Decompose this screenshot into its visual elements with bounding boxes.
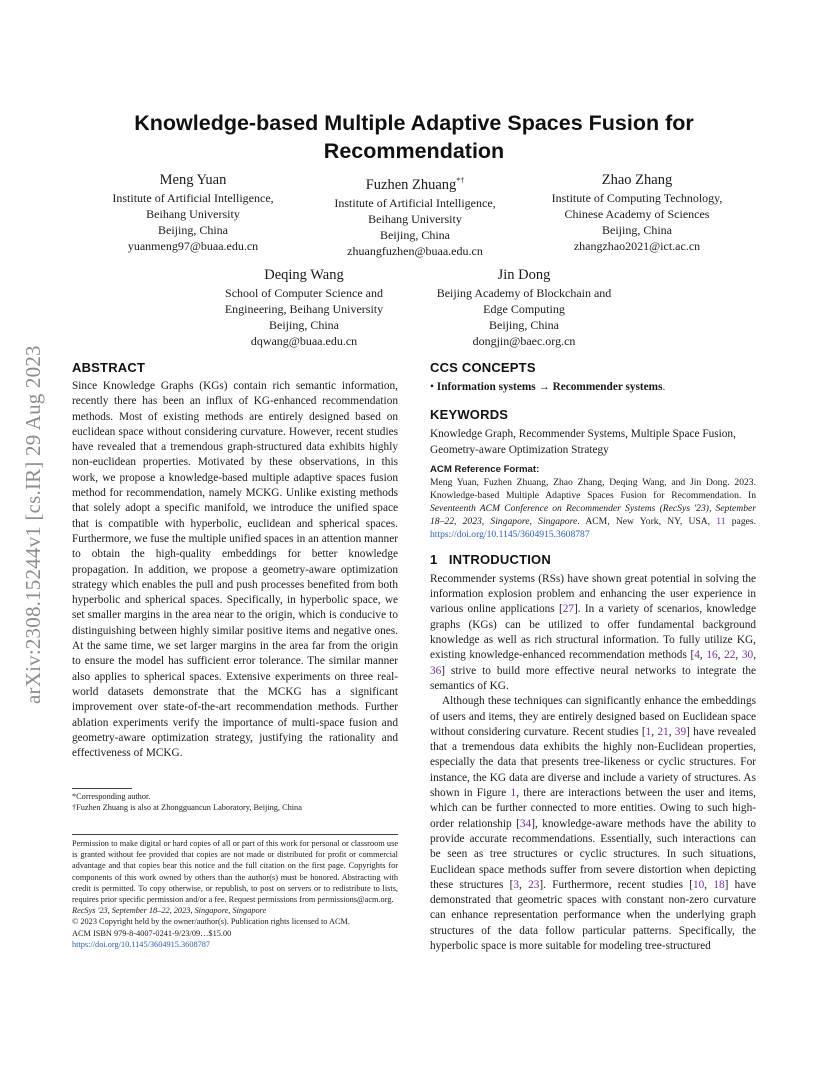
text-run: ,: [651, 725, 658, 738]
author-location: Beijing, China: [158, 223, 228, 237]
text-run: ] strive to build more effective neural networks to integrate the semantics of KG.: [430, 664, 756, 692]
permission-block: [72, 838, 398, 950]
acm-ref-pages: 11: [716, 515, 726, 527]
citation-link[interactable]: 1: [510, 787, 517, 800]
citation-link[interactable]: 27: [562, 603, 575, 616]
text-run: ,: [753, 649, 757, 662]
citation-link[interactable]: 22: [724, 649, 736, 662]
abstract-heading: ABSTRACT: [72, 360, 146, 375]
author-affiliation: School of Computer Science and: [225, 286, 383, 300]
right-column: [430, 360, 756, 954]
citation-link[interactable]: 23: [528, 878, 540, 891]
author-location: Beijing, China: [269, 318, 339, 332]
citation-link[interactable]: 1: [645, 725, 652, 738]
author-block: [82, 171, 304, 254]
author-name: Deqing Wang: [264, 267, 344, 283]
author-affiliation: Institute of Artificial Intelligence,: [334, 195, 496, 210]
citation-link[interactable]: 16: [706, 649, 718, 662]
permission-copyright: © 2023 Copyright held by the owner/author(s). Publication rights licensed to ACM.: [72, 917, 350, 927]
ccs-text: [430, 380, 756, 395]
footnote-dagger: †Fuzhen Zhuang is also at Zhongguancun Laboratory, Beijing, China: [72, 803, 302, 812]
paper-title: Knowledge-based Multiple Adaptive Spaces Fusion for Recommendation: [134, 111, 694, 163]
text-run: ,: [668, 725, 675, 738]
text-run: , there are interactions between the user and items, which can be further connected to more entities. Owing to such high-order relationship [: [430, 787, 756, 830]
ccs-heading: CCS CONCEPTS: [430, 360, 536, 375]
author-affiliation: Institute of Artificial Intelligence,: [112, 191, 274, 205]
author-affiliation: Beijing Academy of Blockchain and: [436, 286, 612, 300]
author-location: Beijing, China: [380, 227, 450, 242]
acm-ref-text: Meng Yuan, Fuzhen Zhuang, Zhao Zhang, Deqing Wang, and Jin Dong. 2023. Knowledge-based Multiple Adaptive Spaces Fusion for Recommendation. In Seventeenth ACM Conference on Recommender Systems (RecSys '23), September 18–22, 2023, Singapore, Singapore. ACM, New York, NY, USA, 11 pages. https://doi.org/10.1145/3604915.3608787: [430, 476, 757, 540]
text-run: ,: [704, 878, 714, 891]
citation-link[interactable]: 10: [692, 878, 705, 891]
author-affiliation: Beihang University: [146, 207, 240, 221]
intro-paragraph-1: [430, 572, 756, 694]
author-mark: *†: [456, 176, 465, 185]
author-affiliation: Engineering, Beihang University: [224, 302, 384, 316]
text-run: Recommender systems (RSs) have shown great potential in solving the information explosion problem and enhancing the user experience in various online applications [: [430, 572, 756, 616]
permission-text: Permission to make digital or hard copies of all or part of this work for personal or classroom use is granted without fee provided that copies are not made or distributed for profit or commercial advantage and that copies bear this notice and the full citation on the first page. Copyrights for components of this work owned by others than the author(s) must be honored. Abstracting with credit is permitted. To copy otherwise, or republish, to post on servers or to redistribute to lists, requires prior specific permission and/or a fee. Request permissions from permissions@acm.org.: [72, 839, 398, 905]
author-block: [304, 171, 526, 259]
text-run: ,: [699, 649, 707, 662]
text-run: ]. Furthermore, recent studies [: [539, 878, 693, 891]
citation-link[interactable]: 34: [519, 817, 532, 830]
author-block: [526, 171, 748, 254]
citation-link[interactable]: 21: [657, 725, 669, 738]
author-email: zhangzhao2021@ict.ac.cn: [573, 239, 701, 253]
citation-link[interactable]: 18: [713, 878, 725, 891]
left-column: [72, 360, 398, 761]
abstract-text: Since Knowledge Graphs (KGs) contain rich semantic information, recently there has been an influx of KG-enhanced recommendation methods. Most of existing methods are entirely designed based on euclidean space without considering curvature. However, recent studies have revealed that a tremendous graph-structured data exhibits highly non-euclidean properties. Motivated by these observations, in this work, we propose a knowledge-based multiple adaptive spaces fusion method for recommendation, namely MCKG. Unlike existing methods that solely adopt a specific manifold, we introduce the unified space that is compatible with hyperbolic, euclidean and spherical spaces. Furthermore, we fuse the multiple unified spaces in an attention manner to obtain the high-quality embeddings for better knowledge propagation. In addition, we propose a geometry-aware optimization strategy which enables the pull and push processes benefited from both hyperbolic and spherical spaces. Specifically, in hyperbolic space, we set smaller margins in the area near to the origin, which is conducive to distinguishing between highly similar positive items and negative ones. At the same time, we set larger margins in the area far from the origin to ensure the model has sufficient error tolerance. The similar manner also applies to spherical spaces. Extensive experiments on three real-world datasets demonstrate that the MCKG has a significant improvement over state-of-the-art recommendation methods. Further ablation experiments verify the importance of multi-space fusion and geometry-aware optimization strategy, justifying the rationality and effectiveness of MCKG.: [72, 380, 398, 760]
author-affiliation: Beihang University: [368, 211, 462, 226]
author-name: Meng Yuan: [159, 172, 227, 188]
footnote-corresponding: *Corresponding author.: [72, 792, 151, 801]
citation-link[interactable]: 4: [694, 649, 700, 662]
permission-doi-link[interactable]: https://doi.org/10.1145/3604915.3608787: [72, 939, 211, 949]
author-name: Zhao Zhang: [601, 172, 673, 188]
intro-paragraph-2: [430, 694, 756, 954]
author-location: Beijing, China: [602, 223, 672, 237]
intro-heading: 1 INTRODUCTION: [430, 551, 551, 567]
acm-ref-heading: ACM Reference Format:: [430, 463, 540, 475]
arxiv-stamp: arXiv:2308.15244v1 [cs.IR] 29 Aug 2023: [21, 345, 45, 705]
ccs-concept: Information systems → Recommender systems: [436, 381, 663, 393]
text-run: ]. In a variety of scenarios, knowledge graphs (KGs) can be utilized to offer fundamental background knowledge as well as rich structural information. To fully utilize KG, existing knowledge-enhanced recommendation methods [: [430, 603, 756, 662]
text-run: ,: [735, 649, 742, 662]
author-email: yuanmeng97@buaa.edu.cn: [127, 239, 259, 253]
text-run: ], knowledge-aware methods have the ability to provide accurate recommendations. Essentially, such interactions can be seen as tree structures or cyclic structures. In such situations, Euclidean space methods suffer from severe distortion when depicting these structures [: [430, 817, 756, 891]
ccs-bullet: •: [430, 381, 434, 393]
author-block: [413, 266, 635, 349]
author-affiliation: Chinese Academy of Sciences: [564, 207, 710, 221]
keywords-heading: KEYWORDS: [430, 407, 509, 423]
text-run: Although these techniques can significantly enhance the embeddings of users and items, they are entirely designed based on Euclidean space without considering curvature. Recent studies [: [430, 695, 756, 738]
footnote-rule: [72, 788, 132, 789]
author-block: [193, 266, 415, 349]
author-affiliation: Edge Computing: [483, 302, 565, 316]
author-email: zhuangfuzhen@buaa.edu.cn: [347, 243, 483, 258]
text-run: ,: [519, 878, 529, 891]
citation-link[interactable]: 30: [741, 649, 754, 662]
text-run: ] have demonstrated that geometric spaces with constant non-zero curvature can enhance representation performance when the underlying graph structures of the data follow particular patterns. Specifically, the hyperbolic space is more suitable for modeling tree-structured: [430, 878, 756, 953]
author-email: dqwang@buaa.edu.cn: [250, 334, 358, 348]
author-name: Fuzhen Zhuang*†: [365, 176, 465, 193]
permission-venue: RecSys '23, September 18–22, 2023, Singapore, Singapore: [72, 906, 267, 916]
text-run: ,: [717, 649, 725, 662]
citation-link[interactable]: 36: [430, 664, 442, 677]
text-run: ] have revealed that a tremendous data exhibits the highly non-Euclidean properties, especially the data that presents tree-likeness or cyclic structures. For instance, the KG data are diverse and include a variety of structures. As shown in Figure: [430, 725, 756, 800]
permission-isbn: ACM ISBN 979-8-4007-0241-9/23/09…$15.00: [72, 928, 232, 938]
ccs-period: .: [662, 381, 666, 393]
author-affiliation: Institute of Computing Technology,: [551, 191, 723, 205]
citation-link[interactable]: 39: [674, 725, 687, 738]
keywords-text: Knowledge Graph, Recommender Systems, Multiple Space Fusion, Geometry-aware Optimization Strategy: [430, 428, 736, 456]
author-email: dongjin@baec.org.cn: [472, 334, 576, 348]
acm-ref-doi-link[interactable]: https://doi.org/10.1145/3604915.3608787: [430, 528, 590, 540]
author-location: Beijing, China: [489, 318, 559, 332]
citation-link[interactable]: 3: [513, 878, 520, 891]
permission-rule: [72, 834, 398, 835]
author-name: Jin Dong: [497, 267, 551, 283]
